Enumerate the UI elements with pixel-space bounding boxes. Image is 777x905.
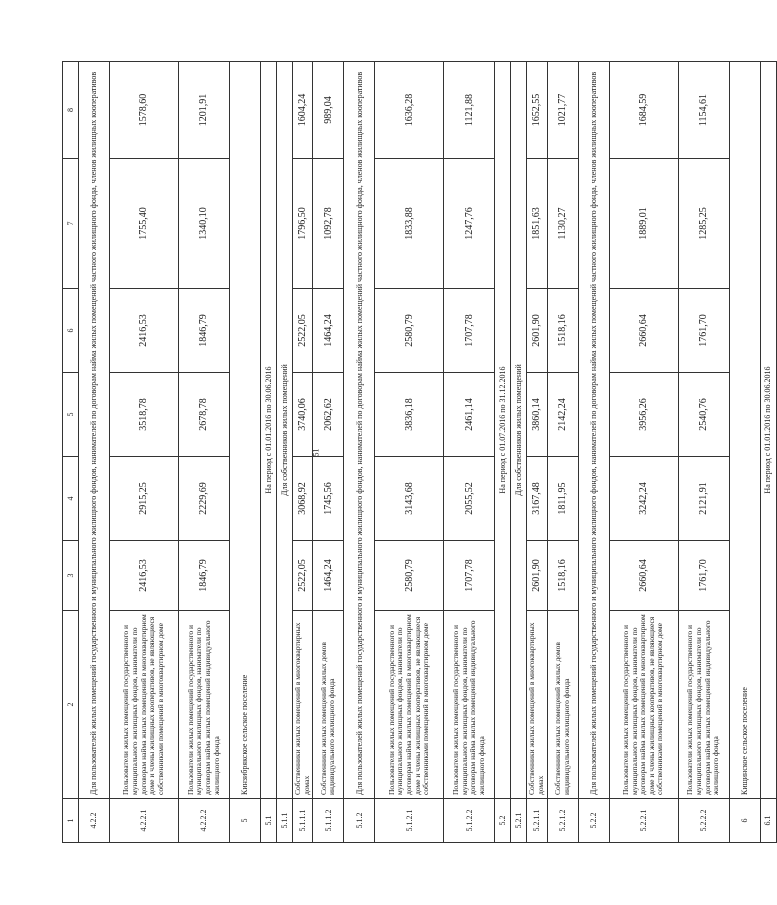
row-description-cell: Пользователи жилых помещений государственного и муниципального жилищных фондов, наниматели по договорам найма жилых помещений в многоквартирном доме и члены жилищных кооперативов, не являющиеся собственниками помещений в многоквартирном доме (110, 611, 179, 799)
value-cell: 2601,90 (527, 541, 547, 611)
row-code-cell: 5.2.2 (578, 799, 609, 843)
row-code-cell: 5.2.1.2 (547, 799, 578, 843)
period-heading-cell: На период с 01.01.2016 по 30.06.2016 (261, 62, 277, 799)
table-row (760, 62, 776, 843)
value-cell: 2601,90 (527, 289, 547, 373)
value-cell: 2229,69 (179, 457, 230, 541)
row-description-cell: Пользователи жилых помещений государственного и муниципального жилищных фондов, наниматели по договорам найма жилых помещений индивидуального жилищного фонда (678, 611, 729, 799)
row-code-cell: 5.2.2.2 (678, 799, 729, 843)
section-heading-cell: Кищинское сельское поселение (729, 62, 760, 799)
value-cell: 1578,60 (110, 62, 179, 159)
table-row (110, 62, 179, 843)
value-cell: 1021,77 (547, 62, 578, 159)
header-cell: 3 (63, 541, 79, 611)
table-row (578, 62, 609, 843)
row-description-cell: Собственники жилых помещений жилых домов индивидуального жилищного фонда (547, 611, 578, 799)
table-row (344, 62, 375, 843)
value-cell: 3740,06 (293, 373, 313, 457)
table-body (63, 62, 777, 843)
value-cell: 1604,24 (293, 62, 313, 159)
value-cell: 1761,70 (678, 289, 729, 373)
value-cell: 1340,10 (179, 159, 230, 289)
value-cell: 2461,14 (444, 373, 495, 457)
value-cell: 3956,26 (609, 373, 678, 457)
row-description-cell: Собственники жилых помещений жилых домов индивидуального жилищного фонда (313, 611, 344, 799)
value-cell: 2142,24 (547, 373, 578, 457)
row-code-cell: 4.2.2.2 (179, 799, 230, 843)
tariff-table (62, 61, 777, 843)
value-cell: 2062,62 (313, 373, 344, 457)
value-cell: 1247,76 (444, 159, 495, 289)
value-cell: 1707,78 (444, 541, 495, 611)
period-heading-cell: На период с 01.07.2016 по 31.12.2016 (495, 62, 511, 799)
value-cell: 2678,78 (179, 373, 230, 457)
row-code-cell: 5.2.2.1 (609, 799, 678, 843)
row-description-cell: Собственники жилых помещений в многоквартирных домах (293, 611, 313, 799)
value-cell: 1285,25 (678, 159, 729, 289)
value-cell: 1154,61 (678, 62, 729, 159)
row-code-cell: 5.1 (261, 799, 277, 843)
section-heading-cell: Для пользователей жилых помещений государственного и муниципального жилищного фондов, нанимателей по договорам найма жилых помещений частного жилищного фонда, членов жилищных кооперативов (79, 62, 110, 799)
value-cell: 1707,78 (444, 289, 495, 373)
row-description-cell: Собственники жилых помещений в многоквартирных домах (527, 611, 547, 799)
value-cell: 2540,76 (678, 373, 729, 457)
row-code-cell: 5.1.2.1 (375, 799, 444, 843)
value-cell: 1092,78 (313, 159, 344, 289)
value-cell: 2522,05 (293, 541, 313, 611)
value-cell: 3167,48 (527, 457, 547, 541)
row-code-cell: 4.2.2.1 (110, 799, 179, 843)
table-row (527, 62, 547, 843)
value-cell: 2580,79 (375, 289, 444, 373)
value-cell: 2121,91 (678, 457, 729, 541)
period-heading-cell: Для собственников жилых помещений (277, 62, 293, 799)
value-cell: 1201,91 (179, 62, 230, 159)
value-cell: 1464,24 (313, 289, 344, 373)
table-row (277, 62, 293, 843)
row-code-cell: 5.1.1.1 (293, 799, 313, 843)
period-heading-cell: Для собственников жилых помещений (511, 62, 527, 799)
row-code-cell: 6 (729, 799, 760, 843)
value-cell: 1811,95 (547, 457, 578, 541)
row-code-cell: 5.1.1.2 (313, 799, 344, 843)
header-cell: 6 (63, 289, 79, 373)
header-cell: 1 (63, 799, 79, 843)
value-cell: 1851,63 (527, 159, 547, 289)
table-row (375, 62, 444, 843)
section-heading-cell: Для пользователей жилых помещений государственного и муниципального жилищного фондов, нанимателей по договорам найма жилых помещений частного жилищного фонда, членов жилищных кооперативов (344, 62, 375, 799)
value-cell: 1518,16 (547, 541, 578, 611)
value-cell: 3143,68 (375, 457, 444, 541)
header-cell: 5 (63, 373, 79, 457)
table-row (495, 62, 511, 843)
table-row (729, 62, 760, 843)
table-row (293, 62, 313, 843)
section-heading-cell: Для пользователей жилых помещений государственного и муниципального жилищного фондов, нанимателей по договорам найма жилых помещений частного жилищного фонда, членов жилищных кооперативов (578, 62, 609, 799)
value-cell: 2660,64 (609, 289, 678, 373)
value-cell: 3242,24 (609, 457, 678, 541)
value-cell: 2522,05 (293, 289, 313, 373)
header-cell: 4 (63, 457, 79, 541)
row-code-cell: 6.1 (760, 799, 776, 843)
value-cell: 1889,01 (609, 159, 678, 289)
table-row (547, 62, 578, 843)
value-cell: 2416,53 (110, 541, 179, 611)
table-row (179, 62, 230, 843)
value-cell: 1464,24 (313, 541, 344, 611)
rotated-table-wrapper (62, 62, 773, 843)
table-row (313, 62, 344, 843)
value-cell: 1846,79 (179, 541, 230, 611)
value-cell: 1745,56 (313, 457, 344, 541)
value-cell: 1121,88 (444, 62, 495, 159)
row-code-cell: 5.2.1 (511, 799, 527, 843)
value-cell: 1636,28 (375, 62, 444, 159)
value-cell: 1755,40 (110, 159, 179, 289)
value-cell: 2416,53 (110, 289, 179, 373)
header-cell: 2 (63, 611, 79, 799)
row-code-cell: 5 (230, 799, 261, 843)
row-code-cell: 5.1.2 (344, 799, 375, 843)
value-cell: 1846,79 (179, 289, 230, 373)
header-row (63, 62, 79, 843)
value-cell: 1518,16 (547, 289, 578, 373)
table-row (678, 62, 729, 843)
value-cell: 1833,88 (375, 159, 444, 289)
row-description-cell: Пользователи жилых помещений государственного и муниципального жилищных фондов, наниматели по договорам найма жилых помещений в многоквартирном доме и члены жилищных кооперативов, не являющиеся собственниками помещений в многоквартирном доме (609, 611, 678, 799)
page-number: 51 (311, 448, 321, 457)
row-code-cell: 5.1.1 (277, 799, 293, 843)
table-row (511, 62, 527, 843)
table-row (261, 62, 277, 843)
row-description-cell: Пользователи жилых помещений государственного и муниципального жилищных фондов, наниматели по договорам найма жилых помещений в многоквартирном доме и члены жилищных кооперативов, не являющиеся собственниками помещений в многоквартирном доме (375, 611, 444, 799)
table-row (444, 62, 495, 843)
value-cell: 1796,50 (293, 159, 313, 289)
value-cell: 2055,52 (444, 457, 495, 541)
table-row (609, 62, 678, 843)
row-description-cell: Пользователи жилых помещений государственного и муниципального жилищных фондов, наниматели по договорам найма жилых помещений индивидуального жилищного фонда (179, 611, 230, 799)
value-cell: 3836,18 (375, 373, 444, 457)
value-cell: 2580,79 (375, 541, 444, 611)
table-row (230, 62, 261, 843)
period-heading-cell: На период с 01.01.2016 по 30.06.2016 (760, 62, 776, 799)
value-cell: 3860,14 (527, 373, 547, 457)
header-cell: 8 (63, 62, 79, 159)
value-cell: 3068,92 (293, 457, 313, 541)
value-cell: 989,04 (313, 62, 344, 159)
value-cell: 3518,78 (110, 373, 179, 457)
table-row (79, 62, 110, 843)
row-description-cell: Пользователи жилых помещений государственного и муниципального жилищных фондов, наниматели по договорам найма жилых помещений индивидуального жилищного фонда (444, 611, 495, 799)
value-cell: 1652,55 (527, 62, 547, 159)
header-cell: 7 (63, 159, 79, 289)
value-cell: 1761,70 (678, 541, 729, 611)
value-cell: 1130,27 (547, 159, 578, 289)
value-cell: 2915,25 (110, 457, 179, 541)
row-code-cell: 5.1.2.2 (444, 799, 495, 843)
row-code-cell: 4.2.2 (79, 799, 110, 843)
value-cell: 1684,59 (609, 62, 678, 159)
row-code-cell: 5.2 (495, 799, 511, 843)
row-code-cell: 5.2.1.1 (527, 799, 547, 843)
value-cell: 2660,64 (609, 541, 678, 611)
section-heading-cell: Кинзибрякское сельское поселение (230, 62, 261, 799)
